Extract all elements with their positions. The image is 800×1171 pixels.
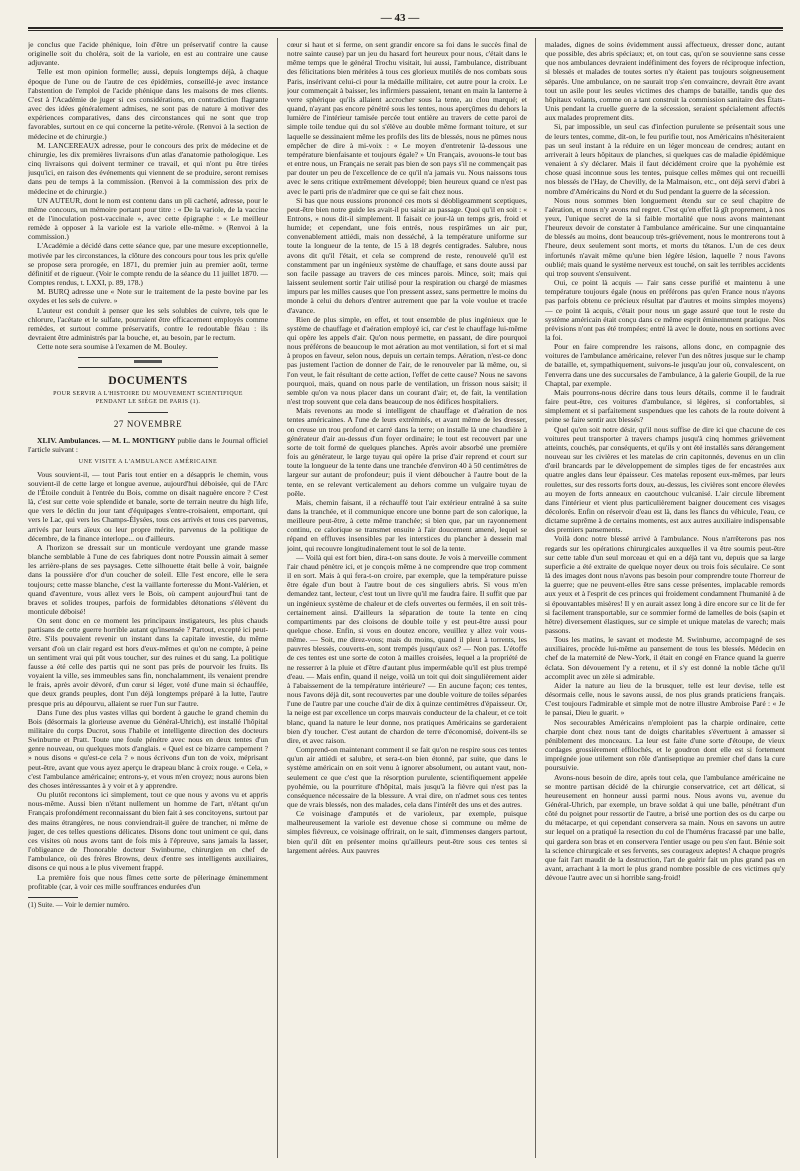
short-divider xyxy=(128,412,168,413)
paragraph: Nos secourables Américains n'emploient pas la charpie ordinaire, cette charpie dont chez nous tant de doigts charitables s'évertuent à amasser si péniblement des monceaux. La leur est faite d'une sorte d'étoupe, de vieux cordages grossièrement effilochés, et le goudron dont elle est si fortement imprégnée joue utilement son rôle d'antiseptique au premier chef dans la cure poursuivie. xyxy=(545,717,785,773)
column-3 xyxy=(545,40,785,1158)
paragraph-text: publie dans le Journal officiel l'article suivant : xyxy=(28,436,268,455)
paragraph: Telle est mon opinion formelle; aussi, depuis longtemps déjà, à chaque époque de l'une ou de l'autre de ces épidémies, conseillé-je avec instance l'abstention de l'emploi de l'acide phénique dans les maisons de mes clients. C'est à l'Académie de juger si ces considérations, en contradiction flagrante avec des idées généralement admises, ne sont pas de nature à motiver des expériences comparatives, dans des circonstances qui ne sont que trop favorables, surtout en ce qui concerne la petite-vérole. (Renvoi à la section de médecine et de chirurgie.) xyxy=(28,67,268,141)
paragraph-text: adresse une « Note sur le traitement de la peste bovine par les oxydes et les sels de cuivre. » xyxy=(28,287,268,306)
footnote-rule xyxy=(28,897,78,898)
paragraph: Mais pourrons-nous décrire dans tous leurs détails, comme il le faudrait faire peut-être, ces voitures d'ambulance, si légères, si confortables, si simplement et si parfaitement suspendues que les cahots de la route doivent à peine se faire sentir aux blessés? xyxy=(545,387,785,425)
paragraph: On sent donc en ce moment les principaux instigateurs, les plus chauds partisans de cette guerre horrible autant qu'insensée ? Partout, excepté ici peut-être. S'ils pouvaient revenir un instant dans la capitale investie, du même versant d'où un clair regard est hors d'eux-mêmes et qu'on ne compte, à peine un sentiment vrai qui pût vous toucher, sur des ruines et du sang. La politique fausse a été celle des partis qui ne sont pas près de pourvoir les fruits. Ils voyaient la ville, ses immeubles sans fin, nonchalamment, ils venaient prendre le frais, après avoir dévoré, d'un cœur si léger, voté d'une main si échauffée, que deux grands peuples, dont l'un déjà longtemps préparé à la lutte, l'autre presque pris au dépourvu, allaient se ruer l'un sur l'autre. xyxy=(28,616,268,708)
header-rule-thin xyxy=(28,30,783,31)
author-name: UN AUTEUR, xyxy=(37,195,82,205)
paragraph: cœur si haut et si ferme, on sent grandir encore sa foi dans le succès final de notre sainte cause) par un jeu du hasard fort heureux pour nous, c'était dans le même temps que le général Trochu visitait, lui aussi, l'ambulance, distribuant des félicitations bien méritées à tous ces glorieux mutilés de nos combats sous Paris, insérivant celui-ci pour la médaille militaire, cet autre pour la croix. Le jour commençait à baisser, les infirmiers passaient, tenant en main la lanterne à verre sphérique qu'ils allaient accrocher sous la tente, au clou marqué; et quand, n'ayant pas encore pénétré sous les tentes, nous aperçûmes du dehors la lumière de l'intérieur tamisée percée tout entière au travers de cette paroi de simple toile tendue qui du sol s'élève au double même formant toiture, et sur laquelle se dessinaient même les profils des lits de blessés, nous ne pûmes nous empêcher de dire à mi-voix : « Le moyen d'entretenir là-dessous une température bienfaisante et toujours égale? » Un Français, avouons-le tout bas et entre nous, un Français ne serait pas bien de son pays s'il ne commençait pas par douter un peu de l'excellence de ce qu'il n'a jamais vu. Nous naissons tous avec le sens critique extrêmement développé; bien heureux quand ce n'est pas avec le parti pris de n'admirer que ce qui se fait chez nous. xyxy=(287,40,527,196)
paragraph: Nous nous sommes bien longuement étendu sur ce seul chapitre de l'aération, et nous n'y avons nul regret. C'est qu'en effet là gît proprement, à nos yeux, l'unique secret de la si faible mortalité que nous avons maintenant l'heureux devoir de constater à l'ambulance américaine. Sur une cinquantaine de blessés au moins, dont beaucoup très-grièvement, nous le montrerons tout à l'heure, deux seulement sont morts, et morts du tétanos. L'un de ces deux infortunés n'avait même qu'une bien légère lésion, laquelle ? nous l'avons oublié; mais quand le système nerveux est touché, on sait les terribles accidents qui trop souvent s'ensuivent. xyxy=(545,195,785,278)
paragraph xyxy=(28,287,268,305)
ornament-divider xyxy=(78,357,218,368)
column-divider xyxy=(277,38,278,1158)
author-name: M. LANCEREAUX xyxy=(37,140,100,150)
paragraph: Aider la nature au lieu de la brusquer, telle est leur devise, telle est désormais celle, nous le savons aussi, de nos plus grands praticiens français. C'est toujours l'admirable et simple mot de notre illustre Ambroise Paré : « Je le pansai, Dieu le guarit. » xyxy=(545,680,785,718)
paragraph: Cette note sera soumise à l'examen de M. Bouley. xyxy=(37,342,188,352)
paragraph: Avons-nous besoin de dire, après tout cela, que l'ambulance américaine ne se montre partisan décidé de la chirurgie conservatrice, cet art délicat, si heureusement en honneur aussi parmi nous. Nous avons vu, avenue du Général-Uhrich, par exemple, un brave soldat à qui une balle, pénétrant d'un côté du poignet pour ressortir de l'autre, a brisé une portion des os du carpe ou du métacarpe, et qui cependant conservera sa main. Nous en savons un autre sur lequel on a pratiqué la resection du col de l'humérus fracassé par une balle, qui gardera son bras et en conservera l'entier usage ou peu s'en faut. Bénie soit la science chirurgicale et ses fervents, ses courageux adeptes! A chaque progrès que fait l'art maudit de la destruction, l'art de guérir fait un plus grand pas en avant, arrachant à la mort le plus grand nombre possible de ces victimes qu'y dévoue l'autre avec un si horrible sang-froid! xyxy=(545,772,785,883)
paragraph: Ou plutôt recontons ici simplement, tout ce que nous y avons vu et appris nous-même. Aussi bien n'étant nullement un homme de l'art, n'étant qu'un Français profondément reconnaissant du bien fait à ses concitoyens, surtout par des mains étrangères, ne nous conviendrait-il guère de trancher, ni même de juger, de ces telles questions délicates. Disons donc tout uniment ce qui, dans ces visites où nous avons tant de fois mis à l'épreuve, sans jamais la lasser, l'obligeance de l'honorable docteur Swinburne, chirurgien en chef de l'ambulance, où des frères Browns, deux d'entre ses intelligents auxiliaires, disons ce qui nous a le plus vivement frappé. xyxy=(28,790,268,873)
section-subtitle xyxy=(28,390,268,406)
paragraph: Ce voisinage d'amputés et de varioleux, par exemple, puisque malheureusement la variole est devenue chose si commune ou même de simples fiévreux, ce voisinage offrirait, on le sait, d'immenses dangers partout, bien qu'il dût en présenter moins qu'ailleurs peut-être sous ces tentes si largement aérées. Aux pauvres xyxy=(287,809,527,855)
paragraph-text: dont le nom est contenu dans un pli cacheté, adresse, pour le même concours, un mémoire portant pour titre : « De la variole, de la vaccine et de l'inoculation post-vaccinale », avec cette épigraphe : « Le meilleur remède à opposer à la variole est la variole elle-même. » (Renvoi à la commission.) xyxy=(28,195,268,242)
paragraph: Dans l'une des plus vastes villas qui bordent à gauche le grand chemin du Bois (désormais la glorieuse avenue du Général-Uhrich), est installé l'hôpital militaire du corps Ducrot, sous l'habile et intelligente direction des docteurs Swinburne et Pratt. Toute une foule pénétre avec nous en deux tentes d'un genre nouveau, ou quelques mots d'anglais. « Quel est ce bizarre campement ? » nous disons « qu'est-ce cela ? » nous écrivons d'un ton de voix, méprisant peut-être, avant que vous ayez aperçu le drapeau blanc à croix rouge. « Cela, » c'est l'ambulance américaine; entrons-y, et vous m'en croyez; nous aurons bien des choses intéressantes à y voir et à y apprendre. xyxy=(28,707,268,790)
paragraph: Mais revenons au mode si intelligent de chauffage et d'aération de nos tentes américaines. A l'une de leurs extrémités, et avant même de les dresser, on creuse un trou profond et carré dans la terre; on installe là une chaudière à générateur d'air au-dessus d'un foyer ordinaire; le tout est recouvert par une sorte de toit formé de quelques planches. Après avoir absorbé une première fois au générateur, le large tuyau qui opère la prise d'air reprend et court sur toute la longueur de la tente dans une tranchée d'environ 40 à 50 centimètres de largeur sur autant de profondeur; puis il vient déboucher à l'autre bout de la tente, en se relevant verticalement au dehors comme un vulgaire tuyau de poêle. xyxy=(287,406,527,498)
column-divider xyxy=(535,38,536,1158)
paragraph-text: adresse, pour le concours des prix de médecine et de chirurgie, les dix premières livraisons d'un atlas d'anatomie pathologique. Les cinq livraisons qui doivent terminer ce travail, et qui n'ont pu être tirées jusqu'ici, en raison des événements qui viennent de se produire, seront remises dans peu de temps à la commission. (Renvoi à la commission des prix de médecine et de chirurgie.) xyxy=(28,140,268,196)
paragraph: L'Académie a décidé dans cette séance que, par une mesure exceptionnelle, motivée par les circonstances, la clôture des concours pour tous les prix qu'elle se propose sera prorogée, en 1871, du premier juin au premier août, terme définitif et de rigueur. (Voir le compte rendu de la séance du 11 juillet 1870. — Comptes rendus, t. LXXI, p. 89, 178.) xyxy=(28,241,268,288)
paragraph: Si, par impossible, un seul cas d'infection purulente se présentait sous une de leurs tentes, comme, dit-on, le feu purifie tout, nos Américains n'hésiteraient pas un seul instant à la réduire en un léger monceau de cendres; autant en arriverait à leurs hôpitaux de planches, si quelques cas de maladie épidémique venaient à s'y déclarer. Mais il faut décidément croire que la pyohémie est chose quasi inconnue sous les tentes, puisque celles mêmes qui ont recueilli nos blessés de l'Hay, de Chevilly, de la Malmaison, etc., ont déjà servi d'abri à nombre d'Américains du Nord et du Sud pendant la guerre de la sécession. xyxy=(545,122,785,196)
paragraph: malades, dignes de soins évidemment aussi affectueux, dresser donc, autant que possible, des abris spéciaux; et, on tout cas, qu'on se souvienne sans cesse que nos ambulances devraient indéfiniment des foyers de réciproque infection, si blessés et malades de toutes sortes n'y étaient pas toujours soigneusement séparés. Une ambulance, on ne saurait trop s'en convaincre, devrait être avant tout un asile pour les seules victimes des champs de bataille, tandis que des hôpitaux volants, comme on a tant construit la commission sanitaire des États-Unis pendant la cruelle guerre de la sécession, seraient spécialement affectés aux malades proprement dits. xyxy=(545,40,785,123)
column-1 xyxy=(28,40,268,1158)
section-subtitle-line: POUR SERVIR A L'HISTOIRE DU MOUVEMENT SCIENTIFIQUE xyxy=(53,391,243,398)
paragraph: Voilà donc notre blessé arrivé à l'ambulance. Nous n'arrêterons pas nos regards sur les opérations chirurgicales auxquelles il va être soumis peut-être sur cette table d'un seul morceau et qui en a déjà tant vu, depuis que sa large superficie a été extraite de quelque noyer deux ou trois fois séculaire. Ce sont là des images dont nous n'avons pas besoin pour comprendre toute l'horreur de la guerre; que ne peuvent-elles être sans cesse présentes, implacable remords aux yeux et à l'esprit de ces princes qui froidement condamnent l'humanité à de si épouvantables misères! Il y en aurait assez long à dire encore sur ce lit de fer si facilement transportable, sur ce sommier formé de lamelles de bois (sapin et hêtre) diversement élastiques, sur ce simple et unique matelas de varech; mais passons. xyxy=(545,534,785,635)
paragraph: Tous les matins, le savant et modeste M. Swinburne, accompagné de ses auxiliaires, procède lui-même au pansement de tous les blessés. Médecin en chef de la maternité de New-York, il était en congé en France quand la guerre éclata. Son dévouement l'y a retenu, et il s'y est donné la noble tâche qu'il accomplit avec un zèle si admirable. xyxy=(545,635,785,681)
paragraph: La première fois que nous fîmes cette sorte de pèlerinage éminemment profitable (car, à voir ces mille souffrances endurées d'un xyxy=(28,872,268,891)
paragraph xyxy=(28,436,268,454)
paragraph: Vous souvient-il, — tout Paris tout entier en a désappris le chemin, vous souvient-il de cette large et longue avenue, aujourd'hui déboisée, qui de l'Arc de l'Étoile conduit à l'entrée du Bois, comme on disait naguère encore ? C'est là, c'est sur cette voie splendide et banale, sorte de terrain neutre du high life, que vers le déclin du jour tant d'équipages s'entre-croisaient, emportant, qui vers le Lac, qui vers les Champs-Élysées, tous ces arrivés et tous ces parvenus, arrivés par leurs aïeux ou leur propre mérite, parvenus de la politique de décembre, de la finance interlope... ou d'ailleurs. xyxy=(28,469,268,543)
paragraph: — Voilà qui est fort bien, dira-t-on sans doute. Je vois à merveille comment l'air chaud pénètre ici, et je conçois même à ne comprendre que trop comment il en sort. Mais à qui fera-t-on croire, par exemple, que la température puisse être égale d'un bout à l'autre bout de ces singuliers abris. Si vous m'en demandez tant, lecteur, c'est tout un livre qu'il me faudra faire. Il suffit que par un ingénieux système de chaleur et de clefs ouvertes ou fermées, il en soit très-certainement ainsi. D'ailleurs la séparation de toute la tente en cinq compartiments par des cloisons de double toile y est peut-être aussi pour quelque chose. Enfin, si vous en doutez encore, veuillez y allez voir vous-même. — Soit, me direz-vous; mais du moins, quand il pleut à torrents, les pauvres blessés, couverts-en, sont trempés jusqu'aux os? — Non pas. L'étoffe de ces tentes est une sorte de coton à mailles croisées, lequel a la propriété de ne resserrer à la pluie et d'être d'autant plus imperméable qu'il est plus trempé d'eau. — Mais enfin, quand il neige, voilà un toit qui doit singulièrement aider à l'abaissement de la température intérieure? — En aucune façon; ces tentes, nous l'avons déjà dit, sont recouvertes par une double voiture de toiles séparées l'une de l'autre par une couche d'air de dix à quinze centimètres d'épaisseur. Or, la neige est par excellence un corps mauvais conducteur de la chaleur, et ce toit blanc, quand la nature le leur donne, nos pratiques Américains se garderaient bien d'y toucher. C'est autant de chardon de terre d'économisé, doivent-ils se dire, et avec raison. xyxy=(287,552,527,745)
section-title: DOCUMENTS xyxy=(108,375,188,388)
paragraph: Comprend-on maintenant comment il se fait qu'on ne respire sous ces tentes qu'un air attiédi et salubre, et sera-t-on bien étonné, par suite, que dans le système américain on en soit venu à ignorer absolument, ou autant vaut, non-seulement ce que c'est que la résorption purulente, scientifiquement appelée pyohémie, ou la pourriture d'hôpital, mais jusqu'à la fièvre qui n'est pas la conséquence nécessaire de la blessure. A vrai dire, on n'admet sous ces tentes que de vrais blessés, non des malades, cela dans l'intérêt des uns et des autres. xyxy=(287,745,527,809)
footnote: (1) Suite. — Voir le dernier numéro. xyxy=(28,900,130,909)
item-heading: XLIV. Ambulances. — M. L. MONTIGNY xyxy=(37,436,176,446)
paragraph: Pour en faire comprendre les raisons, allons donc, en compagnie des voitures de l'ambulance américaine, relever l'un des nôtres jusque sur le champ de bataille, et, sympathiquement, suivons-le jusqu'au jour où, convalescent, on l'enverra dans une des succursales de l'ambulance, à la galerie Goupil, de la rue Chaptal, par exemple. xyxy=(545,342,785,388)
author-name: M. BURQ xyxy=(37,287,70,297)
paragraph xyxy=(28,141,268,196)
paragraph xyxy=(28,196,268,242)
paragraph: L'auteur est conduit à penser que les sels solubles de cuivre, tels que le chlorure, l'acétate et le sulfate, pourraient être efficacement employés comme remèdes, et surtout comme préservatifs, contre le redoutable fléau : ils devraient être administrés par la bouche, et, au besoin, par le rectum. xyxy=(28,305,268,342)
section-subtitle-line: PENDANT LE SIÉGE DE PARIS (1). xyxy=(95,399,201,406)
column-2 xyxy=(287,40,527,1158)
paragraph: Oui, ce point là acquis — l'air sans cesse purifié et maintenu à une température toujours égale (nous en préférons pas qu'en France nous n'ayons pas parfois obtenu ce précieux résultat par d'autres et moins simples moyens) — ce point là acquis, c'était pour nous un gage assuré que tout le reste du système américain était conçu dans ce même esprit éminemment pratique. Nos prévisions n'ont pas été trompées; entré là avec le doute, nous en sortions avec la foi. xyxy=(545,278,785,342)
page-number: — 43 — xyxy=(380,12,420,24)
paragraph: Si bas que nous eussions prononcé ces mots si déobligeamment sceptiques, peut-être bien notre guide les avait-il pu saisir au passage. Quoi qu'il en soit : « Entrons, » nous dit-il simplement. Il faisait ce jour-là un temps gris, froid et humide; et cependant, une fois entrés, nous respirâmes un air pur, convenablement attiédi, mais non desséché, à la température uniforme sur toute la longueur de la tente, de 15 à 18 degrés centigrades. Salubre, nous avons dit qu'il l'était, et cela se comprend de reste, renouvelé qu'il est constamment par un ingénieux système de chauffage, et sans doute aussi par son facile passage au travers de ces minces parois. Mince, soit; mais qui laissent seulement sortir l'air utilisé pour la respiration ou chargé de miasmes impurs par les milles causes que l'on pressent assez, sans permettre le moins du monde à celui du dehors d'entrer autrement que par la voie voulue et tracée d'avance. xyxy=(287,195,527,315)
article-title: UNE VISITE A L'AMBULANCE AMÉRICAINE xyxy=(78,458,218,465)
paragraph: A l'horizon se dressait sur un monticule verdoyant une grande masse blanche semblable à l'une de ces fabriques dont notre Poussin aimait à semer les arrière-plans de ses paysages. Cette silhouette était belle à voir, baignée dans la poussière d'or d'un coucher de soleil. Elle l'est encore, elle le sera toujours; cette masse blanche, c'est la vaillante forteresse du Mont-Valérien, et quand d'aventure, vous allez vers le Bois, où campent aujourd'hui tant de braves et solides troupes, parfois de formidables détonations s'élèvent du monticule déboisé! xyxy=(28,542,268,616)
date-heading: 27 NOVEMBRE xyxy=(113,419,183,430)
paragraph: je conclus que l'acide phénique, loin d'être un préservatif contre la cause originelle soit du choléra, soit de la variole, en est au contraire une cause adjuvante. xyxy=(28,40,268,68)
paragraph: Quel qu'en soit notre désir, qu'il nous suffise de dire ici que chacune de ces voitures peut transporter à travers champs jusqu'à cinq hommes grièvement atteints, couchés, par conséquents, et qu'ils y ont été installés sans dérangement nouveau sur les civières et les matelas de crin capitonnés, devenus en un clin d'œil brancards par le développement de simples tiges de fer encastrées aux quatre angles dans leur épaisseur. Ces matelas reposent eux-mêmes, par leurs roulettes, sur des ressorts forts doux, au-dessus, les civières sont encore élevées au moyen de forts anneaux en caoutchouc vulcanisé. L'air circule librement dans l'intérieur et vient plus particulièrement baigner doucement ces visages décolorés. Enfin on réservoir d'eau est là, dans les flancs du véhicule, l'eau, ce dictame suprême à de certains moments, est aux autres auxiliaire indispensable des premiers pansements. xyxy=(545,424,785,535)
header-rule xyxy=(28,27,783,29)
paragraph: Mais, chemin faisant, il a réchauffé tout l'air extérieur entraîné à sa suite dans la tranchée, et il communique encore une bonne part de son calorique, la meilleure peut-être, à cette même tranchée; si bien que, par un rayonnement continu, ce calorique se transmet ensuite à l'air doucement amené, lequel se répand en effluves insensibles par les interstices du plancher à dessein mal joint, qui recouvre longitudinalement tout le sol de la tente. xyxy=(287,497,527,553)
paragraph: Rien de plus simple, en effet, et tout ensemble de plus ingénieux que le système de chauffage et d'aération employé ici, car c'est le chauffage lui-même qui opère les appels d'air. Qu'on nous permette, en passant, de dire pourquoi nous préférons de beaucoup le mot aération au mot ventilation, si fort et si mal à propos en faveur, selon nous, depuis un certain temps. Aération, n'est-ce donc pas justement l'action de donner de l'air, de le renouveler par là même, ou, si l'on veut, le fait résultant de cette action, l'effet de cette cause? Nous ne savons pourquoi, mais, quand on nous parle de ventilation, un frisson nous saisit; il semble qu'on va nous placer dans un courant d'air; et, de fait, la ventilation n'est trop souvent que cela dans beaucoup de nos édifices hospitaliers. xyxy=(287,314,527,407)
